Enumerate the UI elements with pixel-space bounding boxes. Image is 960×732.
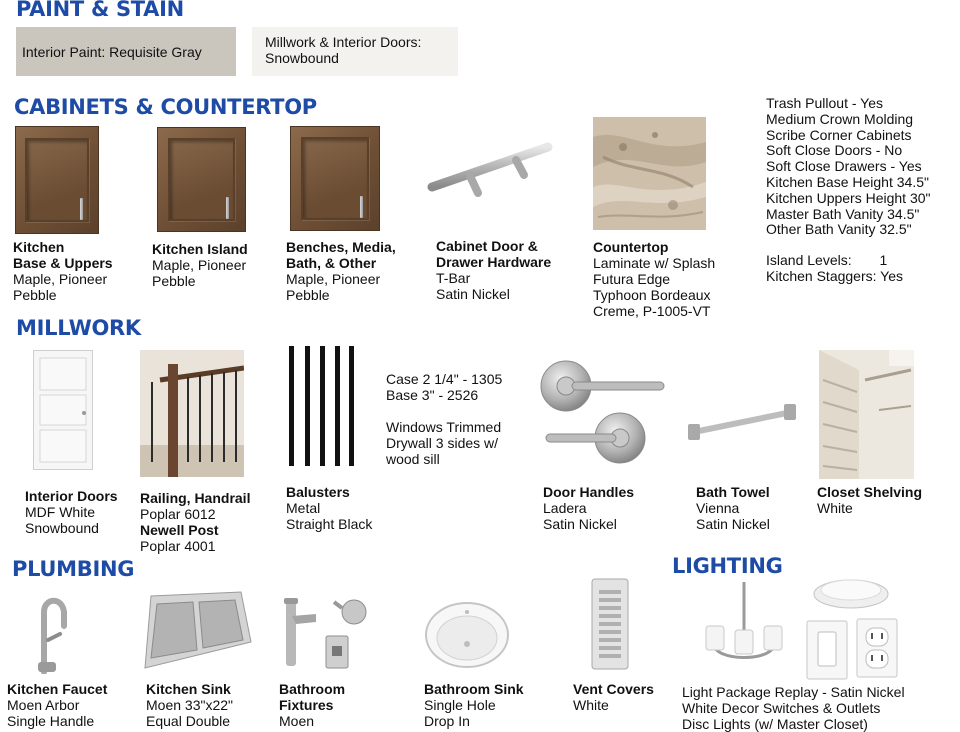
section-title-plumbing: PLUMBING xyxy=(12,557,135,581)
paint-swatch-snowbound xyxy=(252,27,458,76)
lighting-line: Disc Lights (w/ Master Closet) xyxy=(682,716,868,732)
casing-line: wood sill xyxy=(386,451,440,467)
caption-detail: Metal xyxy=(286,500,321,516)
kitchen-staggers-text: Kitchen Staggers: Yes xyxy=(766,268,903,284)
caption-title: Base & Uppers xyxy=(13,255,113,271)
caption-detail: Creme, P-1005-VT xyxy=(593,303,711,319)
cabinet-door-image-kitchen xyxy=(15,126,99,234)
caption-detail: Poplar 4001 xyxy=(140,538,216,554)
caption-detail: Maple, Pioneer xyxy=(152,257,247,273)
lighting-line: White Decor Switches & Outlets xyxy=(682,700,881,716)
caption-detail: Equal Double xyxy=(146,713,231,729)
paint-swatch-value: Snowbound xyxy=(265,50,339,66)
section-title-lighting: LIGHTING xyxy=(672,554,783,578)
section-title-cabinets: CABINETS & COUNTERTOP xyxy=(14,95,317,119)
caption-title: Benches, Media, xyxy=(286,239,396,255)
caption-title: Countertop xyxy=(593,239,669,255)
cabinet-door-image-benches xyxy=(290,126,380,231)
towel-bar-image xyxy=(686,402,800,442)
spec-item: Kitchen Base Height 34.5" xyxy=(766,173,929,190)
caption-bathroom-sink xyxy=(424,681,524,729)
countertop-sample-image xyxy=(593,117,706,230)
caption-title: Cabinet Door & xyxy=(436,238,538,254)
caption-vent-covers xyxy=(573,681,654,713)
caption-title: Bathroom xyxy=(279,681,346,697)
caption-title: Door Handles xyxy=(543,484,635,500)
casing-line: Base 3" - 2526 xyxy=(386,387,479,403)
caption-kitchen-cabinets xyxy=(13,239,113,303)
caption-interior-doors xyxy=(25,488,118,536)
spec-item: Soft Close Doors - No xyxy=(766,142,903,159)
caption-title: Closet Shelving xyxy=(817,484,923,500)
caption-detail: Futura Edge xyxy=(593,271,671,287)
spec-item: Scribe Corner Cabinets xyxy=(766,126,912,143)
section-title-millwork: MILLWORK xyxy=(16,316,141,340)
caption-kitchen-faucet xyxy=(7,681,107,729)
cabinet-door-image-island xyxy=(157,127,246,232)
caption-title: Bath Towel xyxy=(696,484,770,500)
caption-title: Newell Post xyxy=(140,522,219,538)
caption-detail: Pebble xyxy=(152,273,196,289)
caption-detail: White xyxy=(573,697,609,713)
caption-lighting xyxy=(682,684,905,732)
section-title-paint: PAINT & STAIN xyxy=(16,0,184,21)
spec-item: Soft Close Drawers - Yes xyxy=(766,158,922,175)
caption-detail: Poplar 6012 xyxy=(140,506,216,522)
spec-item: Master Bath Vanity 34.5" xyxy=(766,205,920,222)
caption-detail: Maple, Pioneer xyxy=(286,271,381,287)
paint-swatch-label: Millwork & Interior Doors: xyxy=(265,34,422,50)
caption-benches xyxy=(286,239,396,303)
casing-line: Windows Trimmed xyxy=(386,419,502,435)
caption-detail: Single Handle xyxy=(7,713,95,729)
caption-detail: Vienna xyxy=(696,500,740,516)
caption-title: Interior Doors xyxy=(25,488,118,504)
casing-line: Drywall 3 sides w/ xyxy=(386,435,499,451)
disc-light-image xyxy=(812,572,890,610)
caption-countertop xyxy=(593,239,715,319)
caption-detail: Ladera xyxy=(543,500,587,516)
door-handles-image xyxy=(538,356,666,468)
caption-detail: Moen xyxy=(279,713,315,729)
casing-spec xyxy=(386,371,502,467)
caption-title: Kitchen Faucet xyxy=(7,681,108,697)
caption-detail: Straight Black xyxy=(286,516,373,532)
caption-title: Railing, Handrail xyxy=(140,490,251,506)
caption-detail: Single Hole xyxy=(424,697,496,713)
balusters-image xyxy=(286,346,356,466)
island-levels-value: 1 xyxy=(879,252,888,268)
caption-title: Fixtures xyxy=(279,697,334,713)
island-levels-label: Island Levels: xyxy=(766,252,852,268)
paint-swatch-label: Interior Paint: Requisite Gray xyxy=(22,43,202,60)
light-switch-image xyxy=(806,620,848,680)
bathroom-sink-image xyxy=(424,600,510,670)
kitchen-sink-image xyxy=(131,590,253,674)
caption-balusters xyxy=(286,484,372,532)
caption-detail: T-Bar xyxy=(436,270,471,286)
caption-door-handles xyxy=(543,484,634,532)
caption-detail: Pebble xyxy=(13,287,57,303)
caption-bath-towel xyxy=(696,484,770,532)
t-bar-hardware-image xyxy=(420,135,560,205)
caption-detail: Typhoon Bordeaux xyxy=(593,287,711,303)
outlet-image xyxy=(856,618,898,678)
caption-title: Vent Covers xyxy=(573,681,654,697)
caption-detail: Satin Nickel xyxy=(696,516,770,532)
caption-cabinet-hardware xyxy=(436,238,551,302)
caption-title: Bath, & Other xyxy=(286,255,377,271)
paint-swatch-requisite-gray xyxy=(16,27,236,76)
caption-railing xyxy=(140,490,250,554)
cabinet-spec-list xyxy=(766,96,931,238)
spec-item: Other Bath Vanity 32.5" xyxy=(766,221,912,238)
interior-door-image xyxy=(33,350,93,470)
caption-detail: Satin Nickel xyxy=(436,286,510,302)
caption-title: Balusters xyxy=(286,484,350,500)
railing-image xyxy=(140,350,244,477)
caption-closet-shelving xyxy=(817,484,922,516)
kitchen-staggers xyxy=(766,269,903,285)
caption-title: Drawer Hardware xyxy=(436,254,552,270)
caption-kitchen-sink xyxy=(146,681,233,729)
island-levels xyxy=(766,253,887,269)
bathroom-fixtures-image xyxy=(282,596,374,670)
spec-item: Medium Crown Molding xyxy=(766,110,914,127)
caption-detail: Laminate w/ Splash xyxy=(593,255,716,271)
caption-bathroom-fixtures xyxy=(279,681,345,729)
spec-item: Trash Pullout - Yes xyxy=(766,95,883,111)
caption-detail: White xyxy=(817,500,853,516)
caption-detail: MDF White xyxy=(25,504,95,520)
caption-title: Kitchen xyxy=(13,239,65,255)
caption-title: Kitchen Island xyxy=(152,241,248,257)
kitchen-faucet-image xyxy=(26,592,70,674)
caption-title: Kitchen Sink xyxy=(146,681,231,697)
caption-detail: Snowbound xyxy=(25,520,99,536)
caption-title: Bathroom Sink xyxy=(424,681,524,697)
caption-detail: Drop In xyxy=(424,713,470,729)
caption-detail: Satin Nickel xyxy=(543,516,617,532)
caption-detail: Moen 33"x22" xyxy=(146,697,233,713)
chandelier-image xyxy=(700,582,788,678)
vent-cover-image xyxy=(591,578,629,670)
caption-detail: Moen Arbor xyxy=(7,697,80,713)
caption-kitchen-island xyxy=(152,241,248,289)
caption-detail: Pebble xyxy=(286,287,330,303)
casing-line: Case 2 1/4" - 1305 xyxy=(386,371,503,387)
closet-shelving-image xyxy=(819,350,914,479)
spec-item: Kitchen Uppers Height 30" xyxy=(766,189,931,206)
lighting-line: Light Package Replay - Satin Nickel xyxy=(682,684,905,700)
caption-detail: Maple, Pioneer xyxy=(13,271,108,287)
